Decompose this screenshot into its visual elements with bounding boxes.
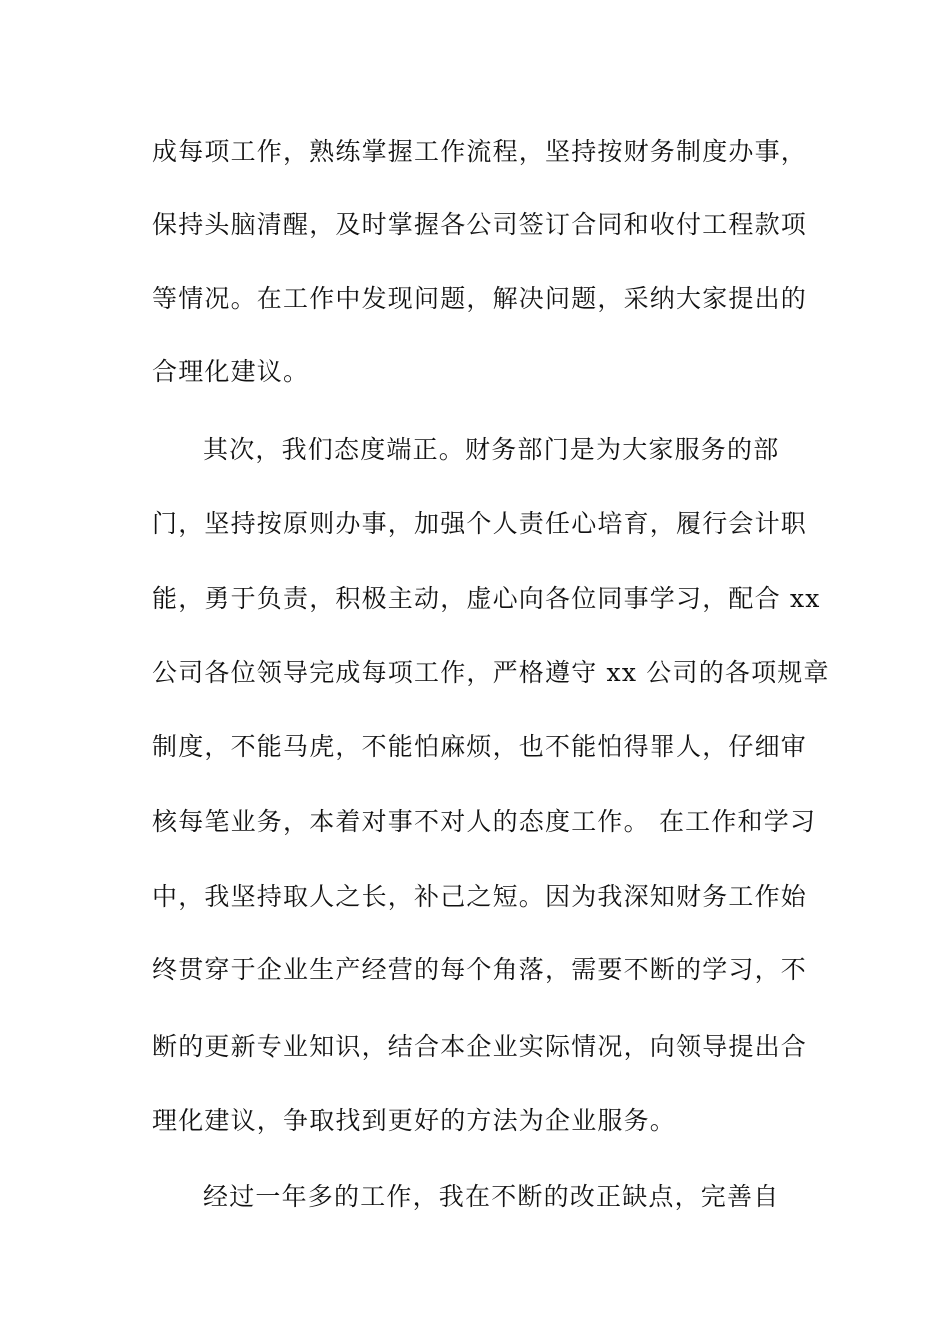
text-line: 中，我坚持取人之长，补己之短。因为我深知财务工作始 bbox=[152, 882, 808, 911]
text-line: 断的更新专业知识，结合本企业实际情况，向领导提出合 bbox=[152, 1032, 808, 1061]
text-line: 理化建议，争取找到更好的方法为企业服务。 bbox=[152, 1106, 677, 1135]
text-line: 保持头脑清醒，及时掌握各公司签订合同和收付工程款项 bbox=[152, 210, 808, 239]
text-line: 合理化建议。 bbox=[152, 357, 310, 386]
text-line: 门，坚持按原则办事，加强个人责任心培育，履行会计职 bbox=[152, 509, 808, 538]
text-line: 公司各位领导完成每项工作，严格遵守 xx 公司的各项规章 bbox=[152, 658, 830, 687]
text-line: 等情况。在工作中发现问题，解决问题，采纳大家提出的 bbox=[152, 284, 808, 313]
text-line: 制度，不能马虎，不能怕麻烦，也不能怕得罪人，仔细审 bbox=[152, 732, 808, 761]
text-line: 能，勇于负责，积极主动，虚心向各位同事学习，配合 xx bbox=[152, 584, 821, 613]
paragraph-first-line: 经过一年多的工作，我在不断的改正缺点，完善自 bbox=[203, 1182, 780, 1211]
text-line: 成每项工作，熟练掌握工作流程，坚持按财务制度办事， bbox=[152, 137, 808, 166]
text-line: 核每笔业务，本着对事不对人的态度工作。 在工作和学习 bbox=[152, 807, 817, 836]
text-line: 终贯穿于企业生产经营的每个角落，需要不断的学习，不 bbox=[152, 955, 808, 984]
paragraph-first-line: 其次，我们态度端正。财务部门是为大家服务的部 bbox=[203, 435, 780, 464]
